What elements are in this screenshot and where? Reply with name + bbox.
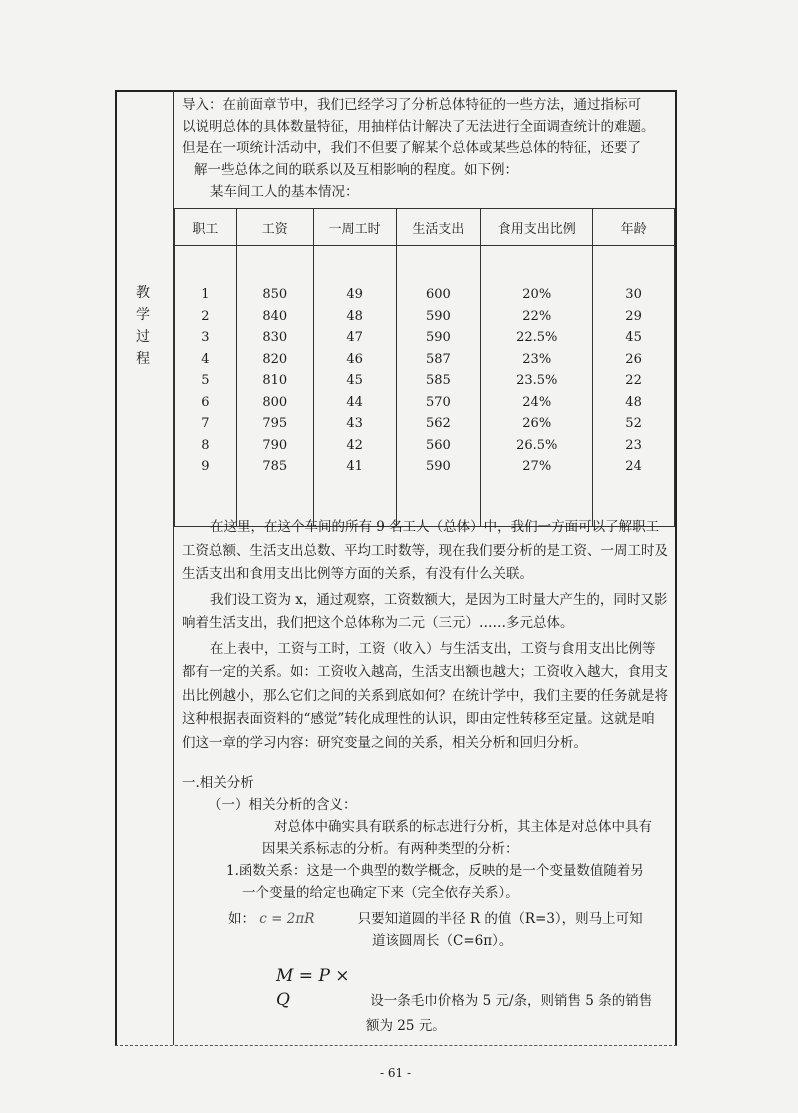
example-text: 道该圆周长（C=6π）。 bbox=[372, 933, 513, 949]
table-cell: 22.5% bbox=[516, 330, 558, 345]
table-cell: 7 bbox=[201, 416, 210, 431]
teaching-process-label bbox=[120, 282, 168, 370]
table-cell: 26% bbox=[522, 416, 552, 431]
table-cell: 26.5% bbox=[516, 437, 558, 453]
worker-data-table bbox=[174, 208, 675, 527]
function-relation-line: 1.函数关系：这是一个典型的数学概念，反映的是一个变量数值随着另 bbox=[226, 863, 644, 879]
analysis-paragraph: 在上表中，工资与工时，工资（收入）与生活支出，工资与食用支出比例等都有一定的关系。如：工资收入越高，生活支出额也越大；工资收入越大，食用支出比例越小，那么它们之间的关系到底如何？在统计学中，我们主要的任务就是将这种根据表面资料的“感觉”转化成理性的认识，即由定性转移至定量。这就是咱们这一章的学习内容：研究变量之间的关系，相关分析和回归分析。 bbox=[182, 640, 668, 751]
table-cell: 1 bbox=[201, 287, 210, 302]
table-cell: 800 bbox=[262, 394, 288, 410]
table-cell: 24% bbox=[522, 394, 552, 410]
table-frame-right bbox=[675, 90, 677, 1045]
table-frame-top bbox=[115, 90, 677, 92]
table-cell: 22 bbox=[625, 373, 642, 388]
table-cell: 27% bbox=[522, 459, 552, 474]
table-cell: 26 bbox=[625, 351, 642, 367]
intro-section bbox=[182, 95, 670, 204]
table-cell: 820 bbox=[262, 351, 288, 367]
table-cell: 24 bbox=[625, 459, 642, 474]
table-cell: 45 bbox=[625, 330, 642, 345]
header-weekly-hours: 一周工时 bbox=[313, 209, 396, 246]
column-living-expense bbox=[397, 246, 481, 478]
example-circle bbox=[182, 908, 670, 930]
table-cell: 23% bbox=[522, 351, 552, 367]
example-sales bbox=[182, 964, 670, 1013]
analysis-paragraph: 我们设工资为 x，通过观察，工资数额大，是因为工时量大产生的，同时又影响着生活支出，我们把这个总体称为二元（三元）……多元总体。 bbox=[182, 591, 668, 631]
table-cell: 49 bbox=[346, 287, 363, 302]
table-cell: 41 bbox=[346, 459, 363, 474]
section-subtitle: （一）相关分析的含义： bbox=[208, 797, 357, 813]
table-frame-left bbox=[115, 90, 117, 1045]
table-cell: 46 bbox=[346, 351, 363, 367]
table-cell: 830 bbox=[262, 330, 288, 345]
definition-line: 因果关系标志的分析。有两种类型的分析： bbox=[262, 841, 519, 857]
table-cell: 47 bbox=[346, 330, 363, 345]
table-cell: 45 bbox=[346, 373, 363, 388]
table-cell: 560 bbox=[426, 437, 451, 453]
analysis-section bbox=[182, 516, 668, 757]
table-cell: 4 bbox=[201, 351, 210, 367]
table-cell: 790 bbox=[262, 437, 288, 453]
example-text: 额为 25 元。 bbox=[366, 1018, 446, 1034]
table-cell: 23.5% bbox=[516, 373, 558, 388]
side-label-char: 程 bbox=[136, 351, 152, 367]
column-weekly-hours bbox=[314, 246, 396, 478]
table-cell: 5 bbox=[201, 373, 210, 388]
table-cell: 42 bbox=[346, 437, 363, 453]
table-cell: 600 bbox=[426, 287, 451, 302]
table-frame-bottom bbox=[115, 1045, 677, 1046]
formula-circumference: c = 2πR bbox=[259, 911, 315, 927]
table-cell: 22% bbox=[522, 308, 552, 324]
table-cell: 590 bbox=[426, 459, 451, 474]
formula-sales: M = P × Q bbox=[276, 966, 350, 1010]
correlation-section bbox=[182, 772, 670, 1039]
header-age: 年龄 bbox=[593, 209, 675, 246]
column-age bbox=[593, 246, 674, 478]
table-cell: 587 bbox=[426, 351, 451, 367]
table-cell: 3 bbox=[201, 330, 210, 345]
table-cell: 48 bbox=[346, 308, 363, 324]
table-cell: 30 bbox=[625, 287, 642, 302]
intro-line: 解一些总体之间的联系以及互相影响的程度。如下例： bbox=[194, 161, 518, 178]
table-cell: 20% bbox=[522, 287, 552, 302]
table-cell: 840 bbox=[262, 308, 288, 324]
page-number: - 61 - bbox=[380, 1066, 412, 1080]
table-cell: 9 bbox=[201, 459, 210, 474]
header-worker: 职工 bbox=[175, 209, 237, 246]
side-label-char: 教 bbox=[136, 285, 152, 301]
header-food-ratio: 食用支出比例 bbox=[481, 209, 593, 246]
header-wage: 工资 bbox=[236, 209, 313, 246]
table-cell: 570 bbox=[426, 394, 451, 410]
table-cell: 23 bbox=[625, 437, 642, 453]
intro-line: 但是在一项统计活动中，我们不但要了解某个总体或某些总体的特征，还要了 bbox=[182, 140, 641, 156]
section-title: 一.相关分析 bbox=[182, 775, 254, 791]
analysis-paragraph: 在这里，在这个车间的所有 9 名工人（总体）中，我们一方面可以了解职工工资总额、生活支出总数、平均工时数等，现在我们要分析的是工资、一周工时及生活支出和食用支出比例等方面的关系，有没有什么关联。 bbox=[182, 519, 668, 582]
table-cell: 29 bbox=[625, 308, 642, 324]
intro-line: 导入：在前面章节中，我们已经学习了分析总体特征的一些方法，通过指标可 bbox=[182, 97, 641, 113]
definition-line: 对总体中确实具有联系的标志进行分析，其主体是对总体中具有 bbox=[274, 819, 652, 835]
table-cell: 785 bbox=[262, 459, 288, 474]
side-label-char: 学 bbox=[136, 307, 152, 323]
column-worker bbox=[175, 246, 236, 478]
table-cell: 590 bbox=[426, 308, 451, 324]
column-wage bbox=[237, 246, 313, 478]
table-cell: 2 bbox=[201, 308, 210, 324]
table-cell: 43 bbox=[346, 416, 363, 431]
table-cell: 44 bbox=[346, 394, 363, 410]
table-cell: 585 bbox=[426, 373, 451, 388]
header-living-expense: 生活支出 bbox=[396, 209, 481, 246]
function-relation-line: 一个变量的给定也确定下来（完全依存关系）。 bbox=[242, 885, 519, 901]
table-cell: 810 bbox=[262, 373, 288, 388]
table-cell: 6 bbox=[201, 394, 210, 410]
example-prefix: 如： bbox=[228, 911, 255, 927]
example-text: 只要知道圆的半径 R 的值（R=3），则马上可知 bbox=[357, 911, 643, 927]
table-cell: 795 bbox=[262, 416, 288, 431]
intro-line: 以说明总体的具体数量特征，用抽样估计解决了无法进行全面调查统计的难题。 bbox=[182, 118, 655, 135]
column-food-ratio bbox=[481, 246, 592, 478]
table-caption: 某车间工人的基本情况： bbox=[210, 184, 359, 200]
example-text: 设一条毛巾价格为 5 元/条，则销售 5 条的销售 bbox=[370, 993, 653, 1009]
table-cell: 8 bbox=[201, 437, 210, 453]
table-cell: 562 bbox=[426, 416, 451, 431]
side-label-char: 过 bbox=[136, 329, 152, 345]
table-cell: 48 bbox=[625, 394, 642, 410]
table-cell: 590 bbox=[426, 330, 451, 345]
table-cell: 850 bbox=[262, 287, 288, 302]
table-cell: 52 bbox=[625, 416, 642, 431]
